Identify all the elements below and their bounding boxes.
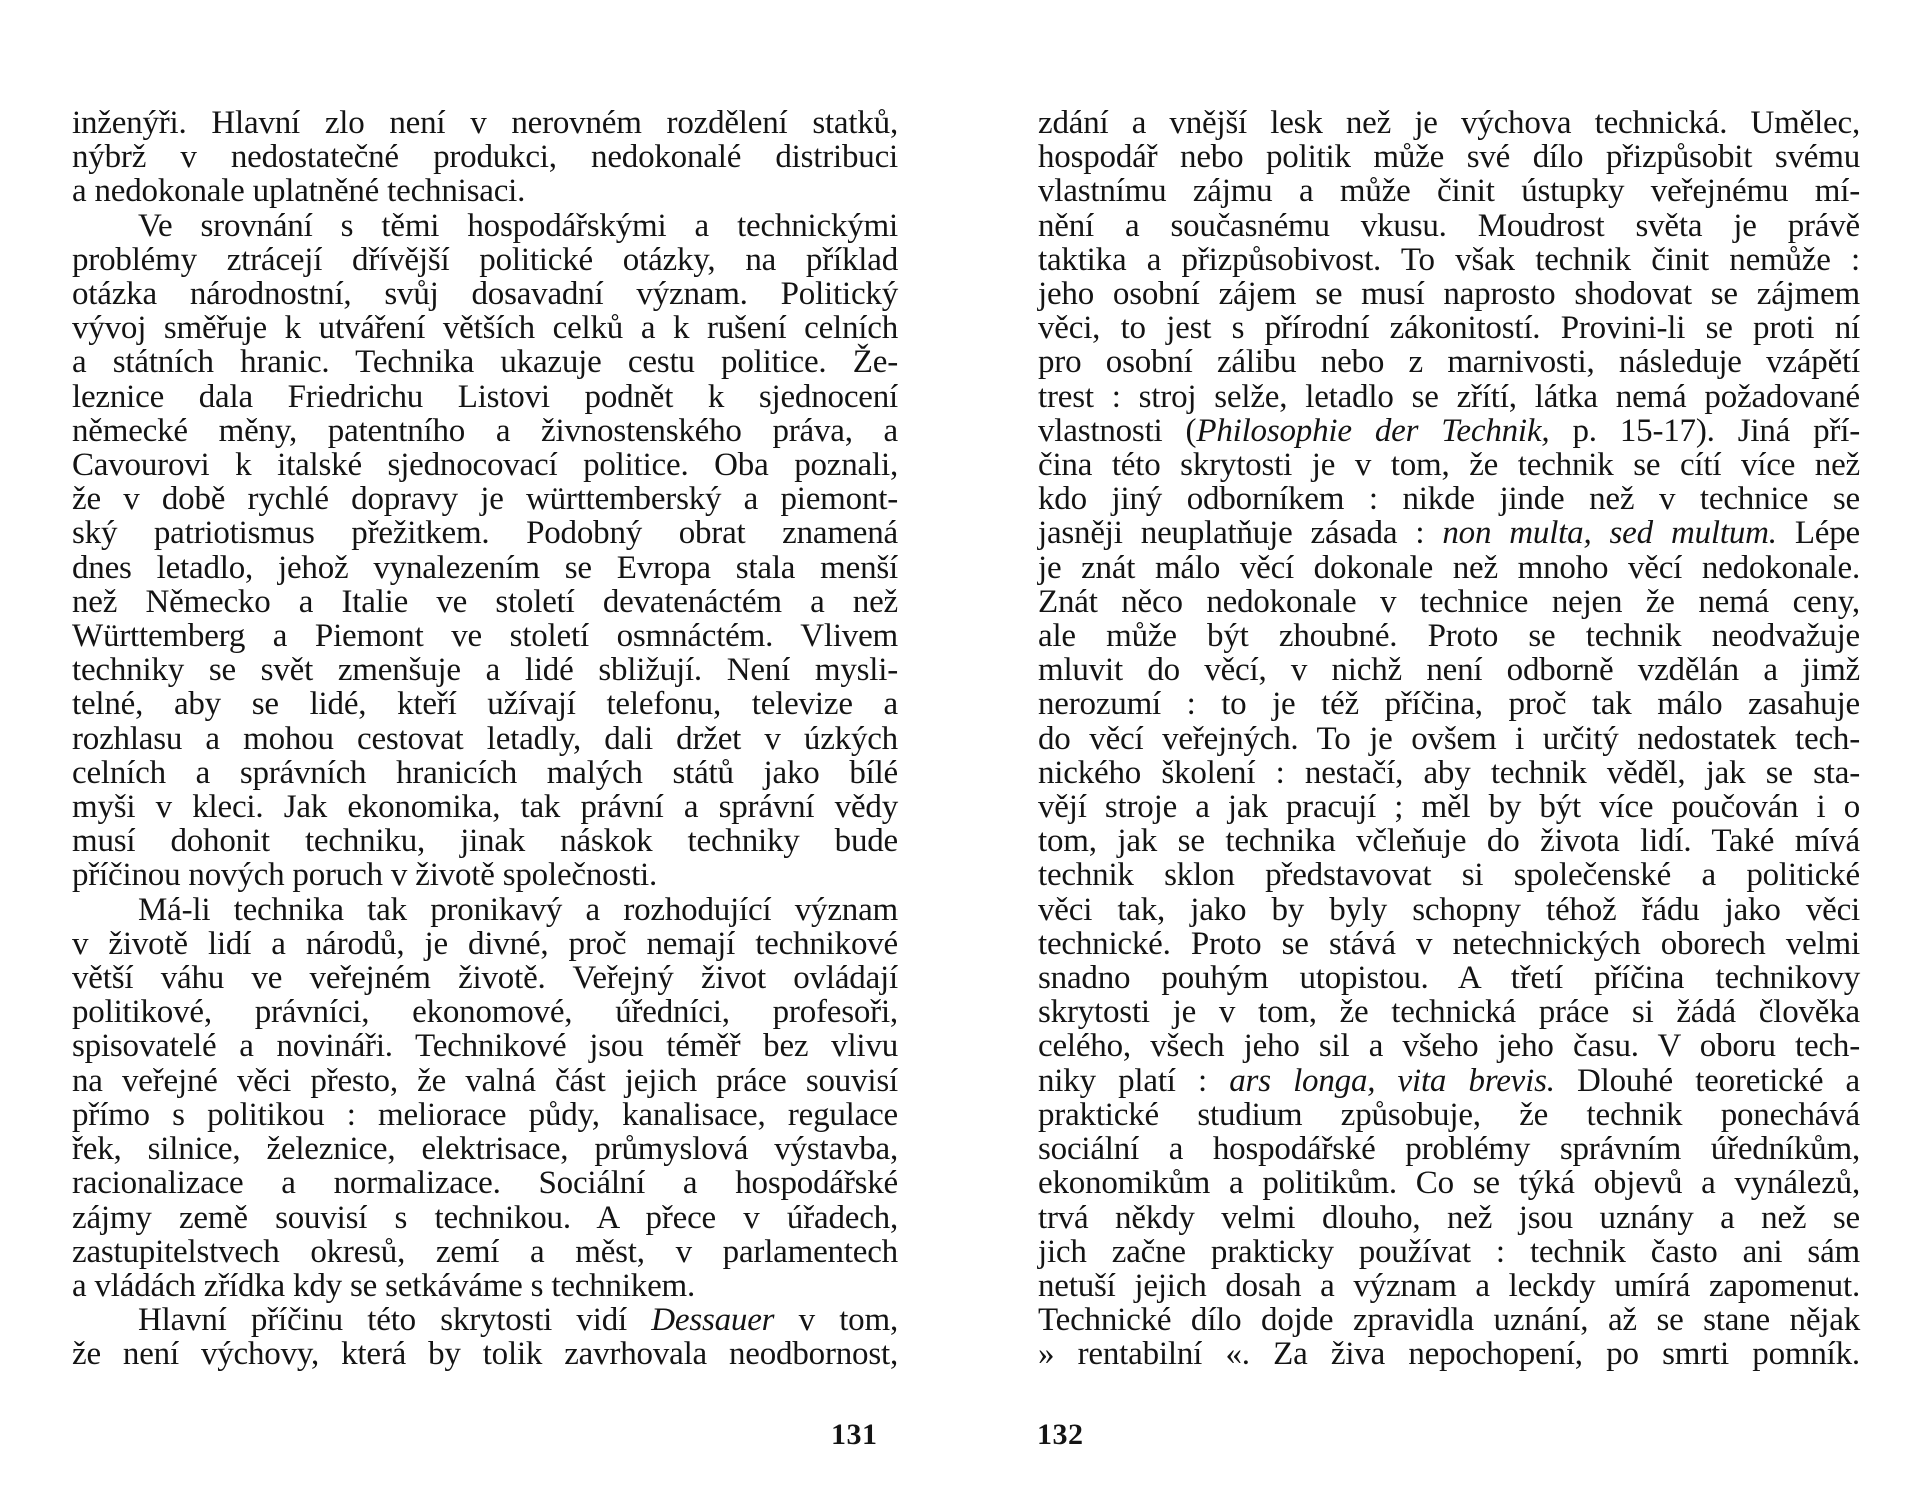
text-line: otázka národnostní, svůj dosavadní význam. Politický xyxy=(72,276,898,313)
text-line: niky platí : ars longa, vita brevis. Dlouhé teoretické a xyxy=(1038,1062,1860,1099)
text-line: příčinou nových poruch v životě společnosti. xyxy=(72,857,658,894)
text-line: pro osobní zálibu nebo z marnivosti, následuje vzápětí xyxy=(1038,344,1860,381)
text-line: jasněji neuplatňuje zásada : non multa, sed multum. Lépe xyxy=(1038,515,1861,552)
text-line: německé měny, patentního a živnostenského práva, a xyxy=(72,412,898,449)
text-line: technické. Proto se stává v netechnických oborech velmi xyxy=(1038,925,1860,962)
text-line: skrytosti je v tom, že technická práce si žádá člověka xyxy=(1038,994,1860,1031)
text-line: věci tak, jako by byly schopny téhož řádu jako věci xyxy=(1038,891,1860,928)
text-line: inženýři. Hlavní zlo není v nerovném rozdělení statků, xyxy=(72,105,898,141)
text-line: problémy ztrácejí dřívější politické otázky, na příklad xyxy=(72,241,898,278)
text-line: trest : stroj selže, letadlo se zřítí, látka nemá požadované xyxy=(1038,378,1860,415)
right-page xyxy=(959,0,1918,1500)
text-line: rozhlasu a mohou cestovat letadly, dali držet v úzkých xyxy=(72,720,898,757)
text-line: je znát málo věcí dokonale než mnoho věcí nedokonale. xyxy=(1038,549,1860,586)
right-page-text xyxy=(1038,106,1860,1372)
text-line: mluvit do věcí, v nichž není odborně vzdělán a jimž xyxy=(1038,652,1860,689)
text-line: než Německo a Italie ve století devatenáctém a než xyxy=(72,583,898,620)
text-line: ale může být zhoubné. Proto se technik neodvažuje xyxy=(1038,618,1860,655)
text-line: zastupitelstvech okresů, zemí a měst, v parlamentech xyxy=(72,1233,898,1270)
text-line: politikové, právníci, ekonomové, úředníci, profesoři, xyxy=(72,994,898,1031)
italic-phrase: non multa, sed multum. xyxy=(1442,515,1777,552)
text-line: přímo s politikou : meliorace půdy, kanalisace, regulace xyxy=(72,1096,898,1133)
text-line: a státních hranic. Technika ukazuje cestu politice. Že- xyxy=(72,344,898,381)
text-line: v životě lidí a národů, je divné, proč nemají technikové xyxy=(72,925,898,962)
text-line: na veřejné věci přesto, že valná část jejich práce souvisí xyxy=(72,1062,898,1099)
text-line: jeho osobní zájem se musí naprosto shodovat se zájmem xyxy=(1038,276,1860,313)
italic-phrase: Philosophie der Technik, xyxy=(1196,412,1550,449)
text-line: nického školení : nestačí, aby technik věděl, jak se sta- xyxy=(1038,754,1860,791)
text-line: do věcí veřejných. To je ovšem i určitý nedostatek tech- xyxy=(1038,720,1860,757)
text-line: a vládách zřídka kdy se setkáváme s technikem. xyxy=(72,1267,696,1304)
text-line: Znát něco nedokonale v technice nejen že nemá ceny, xyxy=(1038,583,1860,620)
text-line: praktické studium způsobuje, že technik ponechává xyxy=(1038,1096,1860,1133)
text-line: hospodář nebo politik může své dílo přizpůsobit svému xyxy=(1038,139,1860,176)
text-line: řek, silnice, železnice, elektrisace, průmyslová výstavba, xyxy=(72,1131,898,1168)
page-number: 132 xyxy=(1037,1418,1084,1451)
text-line: ský patriotismus přežitkem. Podobný obrat znamená xyxy=(72,515,898,552)
text-line: vlastnímu zájmu a může činit ústupky veřejnému mí- xyxy=(1038,173,1860,210)
text-line: nýbrž v nedostatečné produkci, nedokonalé distribuci xyxy=(72,139,898,176)
text-line: Hlavní příčinu této skrytosti vidí Dessauer v tom, xyxy=(138,1302,899,1339)
text-line: Má-li technika tak pronikavý a rozhodující význam xyxy=(138,891,898,928)
text-line: netuší jejich dosah a význam a leckdy umírá zapomenut. xyxy=(1038,1267,1860,1304)
text-line: zdání a vnější lesk než je výchova technická. Umělec, xyxy=(1038,105,1860,141)
text-line: že v době rychlé dopravy je württemberský a piemont- xyxy=(72,481,898,518)
text-line: snadno pouhým utopistou. A třetí příčina technikovy xyxy=(1038,960,1860,997)
text-line: vlastnosti (Philosophie der Technik, p. 15-17). Jiná pří- xyxy=(1038,412,1860,449)
text-line: a nedokonale uplatněné technisaci. xyxy=(72,173,526,210)
text-line: Cavourovi k italské sjednocovací politice. Oba poznali, xyxy=(72,447,898,484)
text-line: myši v kleci. Jak ekonomika, tak právní a správní vědy xyxy=(72,789,898,826)
page-number: 131 xyxy=(831,1418,878,1451)
text-line: vývoj směřuje k utváření větších celků a k rušení celních xyxy=(72,310,898,347)
text-line: spisovatelé a novináři. Technikové jsou téměř bez vlivu xyxy=(72,1028,898,1065)
text-line: vějí stroje a jak pracují ; měl by být více poučován i o xyxy=(1038,789,1860,826)
text-line: čina této skrytosti je v tom, že technik se cítí více než xyxy=(1038,447,1860,484)
text-line: zájmy země souvisí s technikou. A přece v úřadech, xyxy=(72,1199,898,1236)
text-line: » rentabilní «. Za živa nepochopení, po smrti pomník. xyxy=(1038,1336,1860,1373)
text-line: jich začne prakticky používat : technik často ani sám xyxy=(1038,1233,1860,1270)
text-line: dnes letadlo, jehož vynalezením se Evropa stala menší xyxy=(72,549,898,586)
left-page-text xyxy=(72,106,898,1372)
text-line: trvá někdy velmi dlouho, než jsou uznány a než se xyxy=(1038,1199,1860,1236)
text-line: větší váhu ve veřejném životě. Veřejný život ovládají xyxy=(72,960,898,997)
text-line: tom, jak se technika včleňuje do života lidí. Také mívá xyxy=(1038,823,1860,860)
text-line: sociální a hospodářské problémy správním úředníkům, xyxy=(1038,1131,1860,1168)
text-line: musí dohonit techniku, jinak náskok techniky bude xyxy=(72,823,898,860)
text-line: kdo jiný odborníkem : nikde jinde než v technice se xyxy=(1038,481,1860,518)
italic-phrase: ars longa, vita brevis. xyxy=(1229,1062,1555,1099)
text-line: nerozumí : to je též příčina, proč tak málo zasahuje xyxy=(1038,686,1860,723)
text-line: racionalizace a normalizace. Sociální a hospodářské xyxy=(72,1165,898,1202)
text-line: celého, všech jeho sil a všeho jeho času. V oboru tech- xyxy=(1038,1028,1860,1065)
text-line: leznice dala Friedrichu Listovi podnět k sjednocení xyxy=(72,378,898,415)
text-line: taktika a přizpůsobivost. To však technik činit nemůže : xyxy=(1038,241,1860,278)
text-line: Ve srovnání s těmi hospodářskými a technickými xyxy=(138,207,898,244)
text-line: nění a současnému vkusu. Moudrost světa je právě xyxy=(1038,207,1860,244)
text-line: věci, to jest s přírodní zákonitostí. Provini-li se proti ní xyxy=(1038,310,1860,347)
text-line: telné, aby se lidé, kteří užívají telefonu, televize a xyxy=(72,686,898,723)
text-line: technik sklon představovat si společenské a politické xyxy=(1038,857,1860,894)
text-line: Technické dílo dojde zpravidla uznání, až se stane nějak xyxy=(1038,1302,1860,1339)
italic-phrase: Dessauer xyxy=(651,1302,775,1339)
text-line: Württemberg a Piemont ve století osmnáctém. Vlivem xyxy=(72,618,898,655)
text-line: celních a správních hranicích malých států jako bílé xyxy=(72,754,898,791)
text-line: techniky se svět zmenšuje a lidé sbližují. Není mysli- xyxy=(72,652,898,689)
text-line: že není výchovy, která by tolik zavrhovala neodbornost, xyxy=(72,1336,898,1373)
text-line: ekonomikům a politikům. Co se týká objevů a vynálezů, xyxy=(1038,1165,1860,1202)
